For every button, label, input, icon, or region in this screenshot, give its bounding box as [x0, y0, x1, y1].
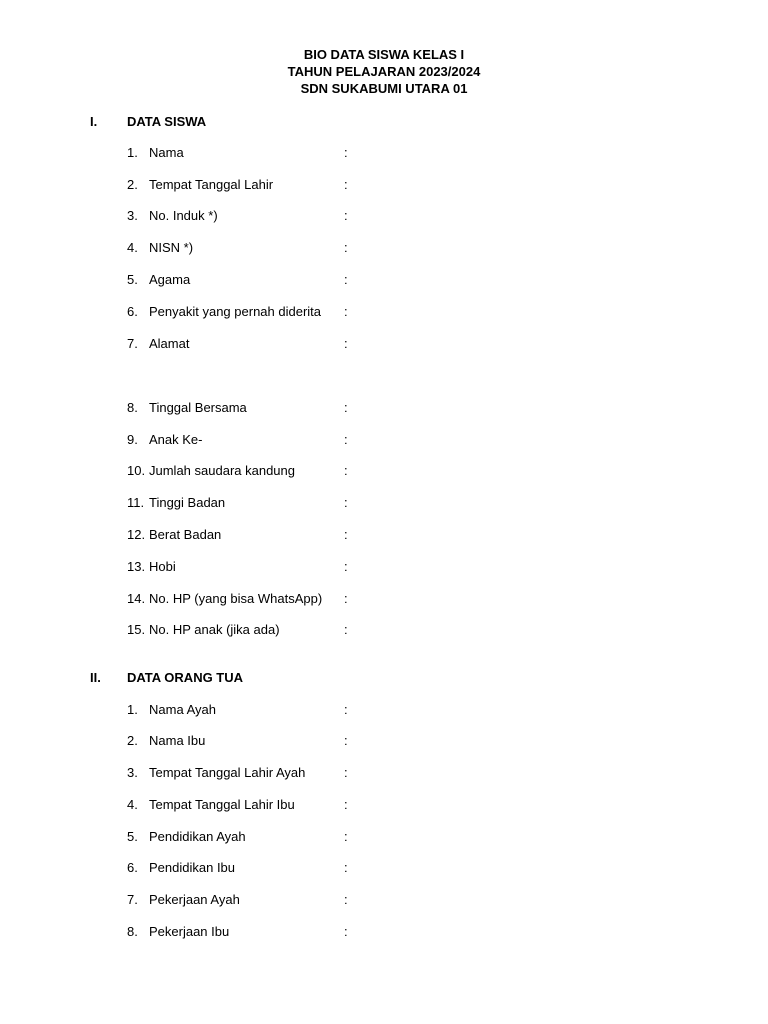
item-number: 2.	[127, 733, 138, 748]
item-label: Tinggal Bersama	[149, 400, 247, 415]
section-2-number: II.	[90, 670, 101, 685]
item-colon: :	[344, 240, 348, 255]
item-colon: :	[344, 400, 348, 415]
form-row-pekerjaan-ayah	[0, 892, 768, 908]
item-label: Alamat	[149, 336, 190, 351]
item-label: No. HP anak (jika ada)	[149, 622, 280, 637]
item-colon: :	[344, 495, 348, 510]
form-row-berat-badan	[0, 527, 768, 543]
form-row-nama	[0, 145, 768, 161]
header-title: BIO DATA SISWA KELAS I	[303, 47, 465, 62]
form-row-pendidikan-ayah	[0, 829, 768, 845]
form-row-ttl-ayah	[0, 765, 768, 781]
item-number: 4.	[127, 797, 138, 812]
item-number: 2.	[127, 177, 138, 192]
item-label: Tempat Tanggal Lahir Ayah	[149, 765, 306, 780]
item-label: No. Induk *)	[149, 208, 218, 223]
item-label: Pendidikan Ibu	[149, 860, 236, 875]
item-label: Penyakit yang pernah diderita	[149, 304, 322, 319]
item-label: Pekerjaan Ayah	[149, 892, 240, 907]
form-row-tinggal-bersama	[0, 400, 768, 416]
item-number: 7.	[127, 336, 138, 351]
item-number: 15.	[127, 622, 146, 637]
item-colon: :	[344, 527, 348, 542]
section-1-number: I.	[90, 114, 98, 129]
form-row-anak-ke	[0, 432, 768, 448]
form-row-tempat-tanggal-lahir	[0, 177, 768, 193]
item-label: No. HP (yang bisa WhatsApp)	[149, 591, 323, 606]
form-row-no-hp	[0, 591, 768, 607]
item-number: 11.	[127, 495, 145, 510]
item-colon: :	[344, 797, 348, 812]
item-number: 5.	[127, 272, 138, 287]
item-number: 6.	[127, 860, 138, 875]
form-row-pekerjaan-ibu	[0, 924, 768, 940]
item-colon: :	[344, 177, 348, 192]
item-label: Jumlah saudara kandung	[149, 463, 295, 478]
item-colon: :	[344, 272, 348, 287]
form-row-pendidikan-ibu	[0, 860, 768, 876]
header-school-name: SDN SUKABUMI UTARA 01	[300, 81, 468, 96]
section-2-title: DATA ORANG TUA	[127, 670, 244, 685]
item-colon: :	[344, 892, 348, 907]
form-row-no-hp-anak	[0, 622, 768, 638]
form-row-ttl-ibu	[0, 797, 768, 813]
form-row-no-induk	[0, 208, 768, 224]
form-row-penyakit	[0, 304, 768, 320]
item-colon: :	[344, 463, 348, 478]
item-colon: :	[344, 765, 348, 780]
item-number: 13.	[127, 559, 146, 574]
form-row-nisn	[0, 240, 768, 256]
item-label: Nama Ibu	[149, 733, 206, 748]
item-label: NISN *)	[149, 240, 194, 255]
item-number: 1.	[127, 145, 138, 160]
form-row-nama-ibu	[0, 733, 768, 749]
item-label: Tinggi Badan	[149, 495, 226, 510]
item-number: 7.	[127, 892, 138, 907]
item-number: 6.	[127, 304, 138, 319]
form-row-nama-ayah	[0, 702, 768, 718]
item-colon: :	[344, 208, 348, 223]
item-number: 1.	[127, 702, 138, 717]
item-label: Anak Ke-	[149, 432, 203, 447]
item-colon: :	[344, 622, 348, 637]
item-colon: :	[344, 829, 348, 844]
item-number: 14.	[127, 591, 146, 606]
item-number: 5.	[127, 829, 138, 844]
item-number: 3.	[127, 765, 138, 780]
item-colon: :	[344, 304, 348, 319]
item-label: Nama Ayah	[149, 702, 216, 717]
item-label: Pendidikan Ayah	[149, 829, 246, 844]
item-number: 9.	[127, 432, 138, 447]
item-number: 12.	[127, 527, 146, 542]
item-number: 4.	[127, 240, 138, 255]
item-number: 3.	[127, 208, 138, 223]
item-colon: :	[344, 432, 348, 447]
form-row-agama	[0, 272, 768, 288]
item-number: 8.	[127, 924, 138, 939]
item-label: Tempat Tanggal Lahir Ibu	[149, 797, 295, 812]
item-colon: :	[344, 733, 348, 748]
item-colon: :	[344, 591, 348, 606]
item-label: Nama	[149, 145, 184, 160]
form-row-hobi	[0, 559, 768, 575]
item-number: 8.	[127, 400, 138, 415]
item-label: Agama	[149, 272, 191, 287]
form-row-jumlah-saudara	[0, 463, 768, 479]
form-row-tinggi-badan	[0, 495, 768, 511]
item-label: Hobi	[149, 559, 176, 574]
item-colon: :	[344, 860, 348, 875]
item-label: Berat Badan	[149, 527, 222, 542]
item-colon: :	[344, 145, 348, 160]
item-colon: :	[344, 924, 348, 939]
item-colon: :	[344, 336, 348, 351]
item-label: Tempat Tanggal Lahir	[149, 177, 274, 192]
item-number: 10.	[127, 463, 146, 478]
item-label: Pekerjaan Ibu	[149, 924, 230, 939]
item-colon: :	[344, 559, 348, 574]
form-row-alamat	[0, 336, 768, 352]
header-school-year: TAHUN PELAJARAN 2023/2024	[287, 64, 481, 79]
document-header	[0, 46, 768, 97]
section-1-title: DATA SISWA	[127, 114, 207, 129]
item-colon: :	[344, 702, 348, 717]
